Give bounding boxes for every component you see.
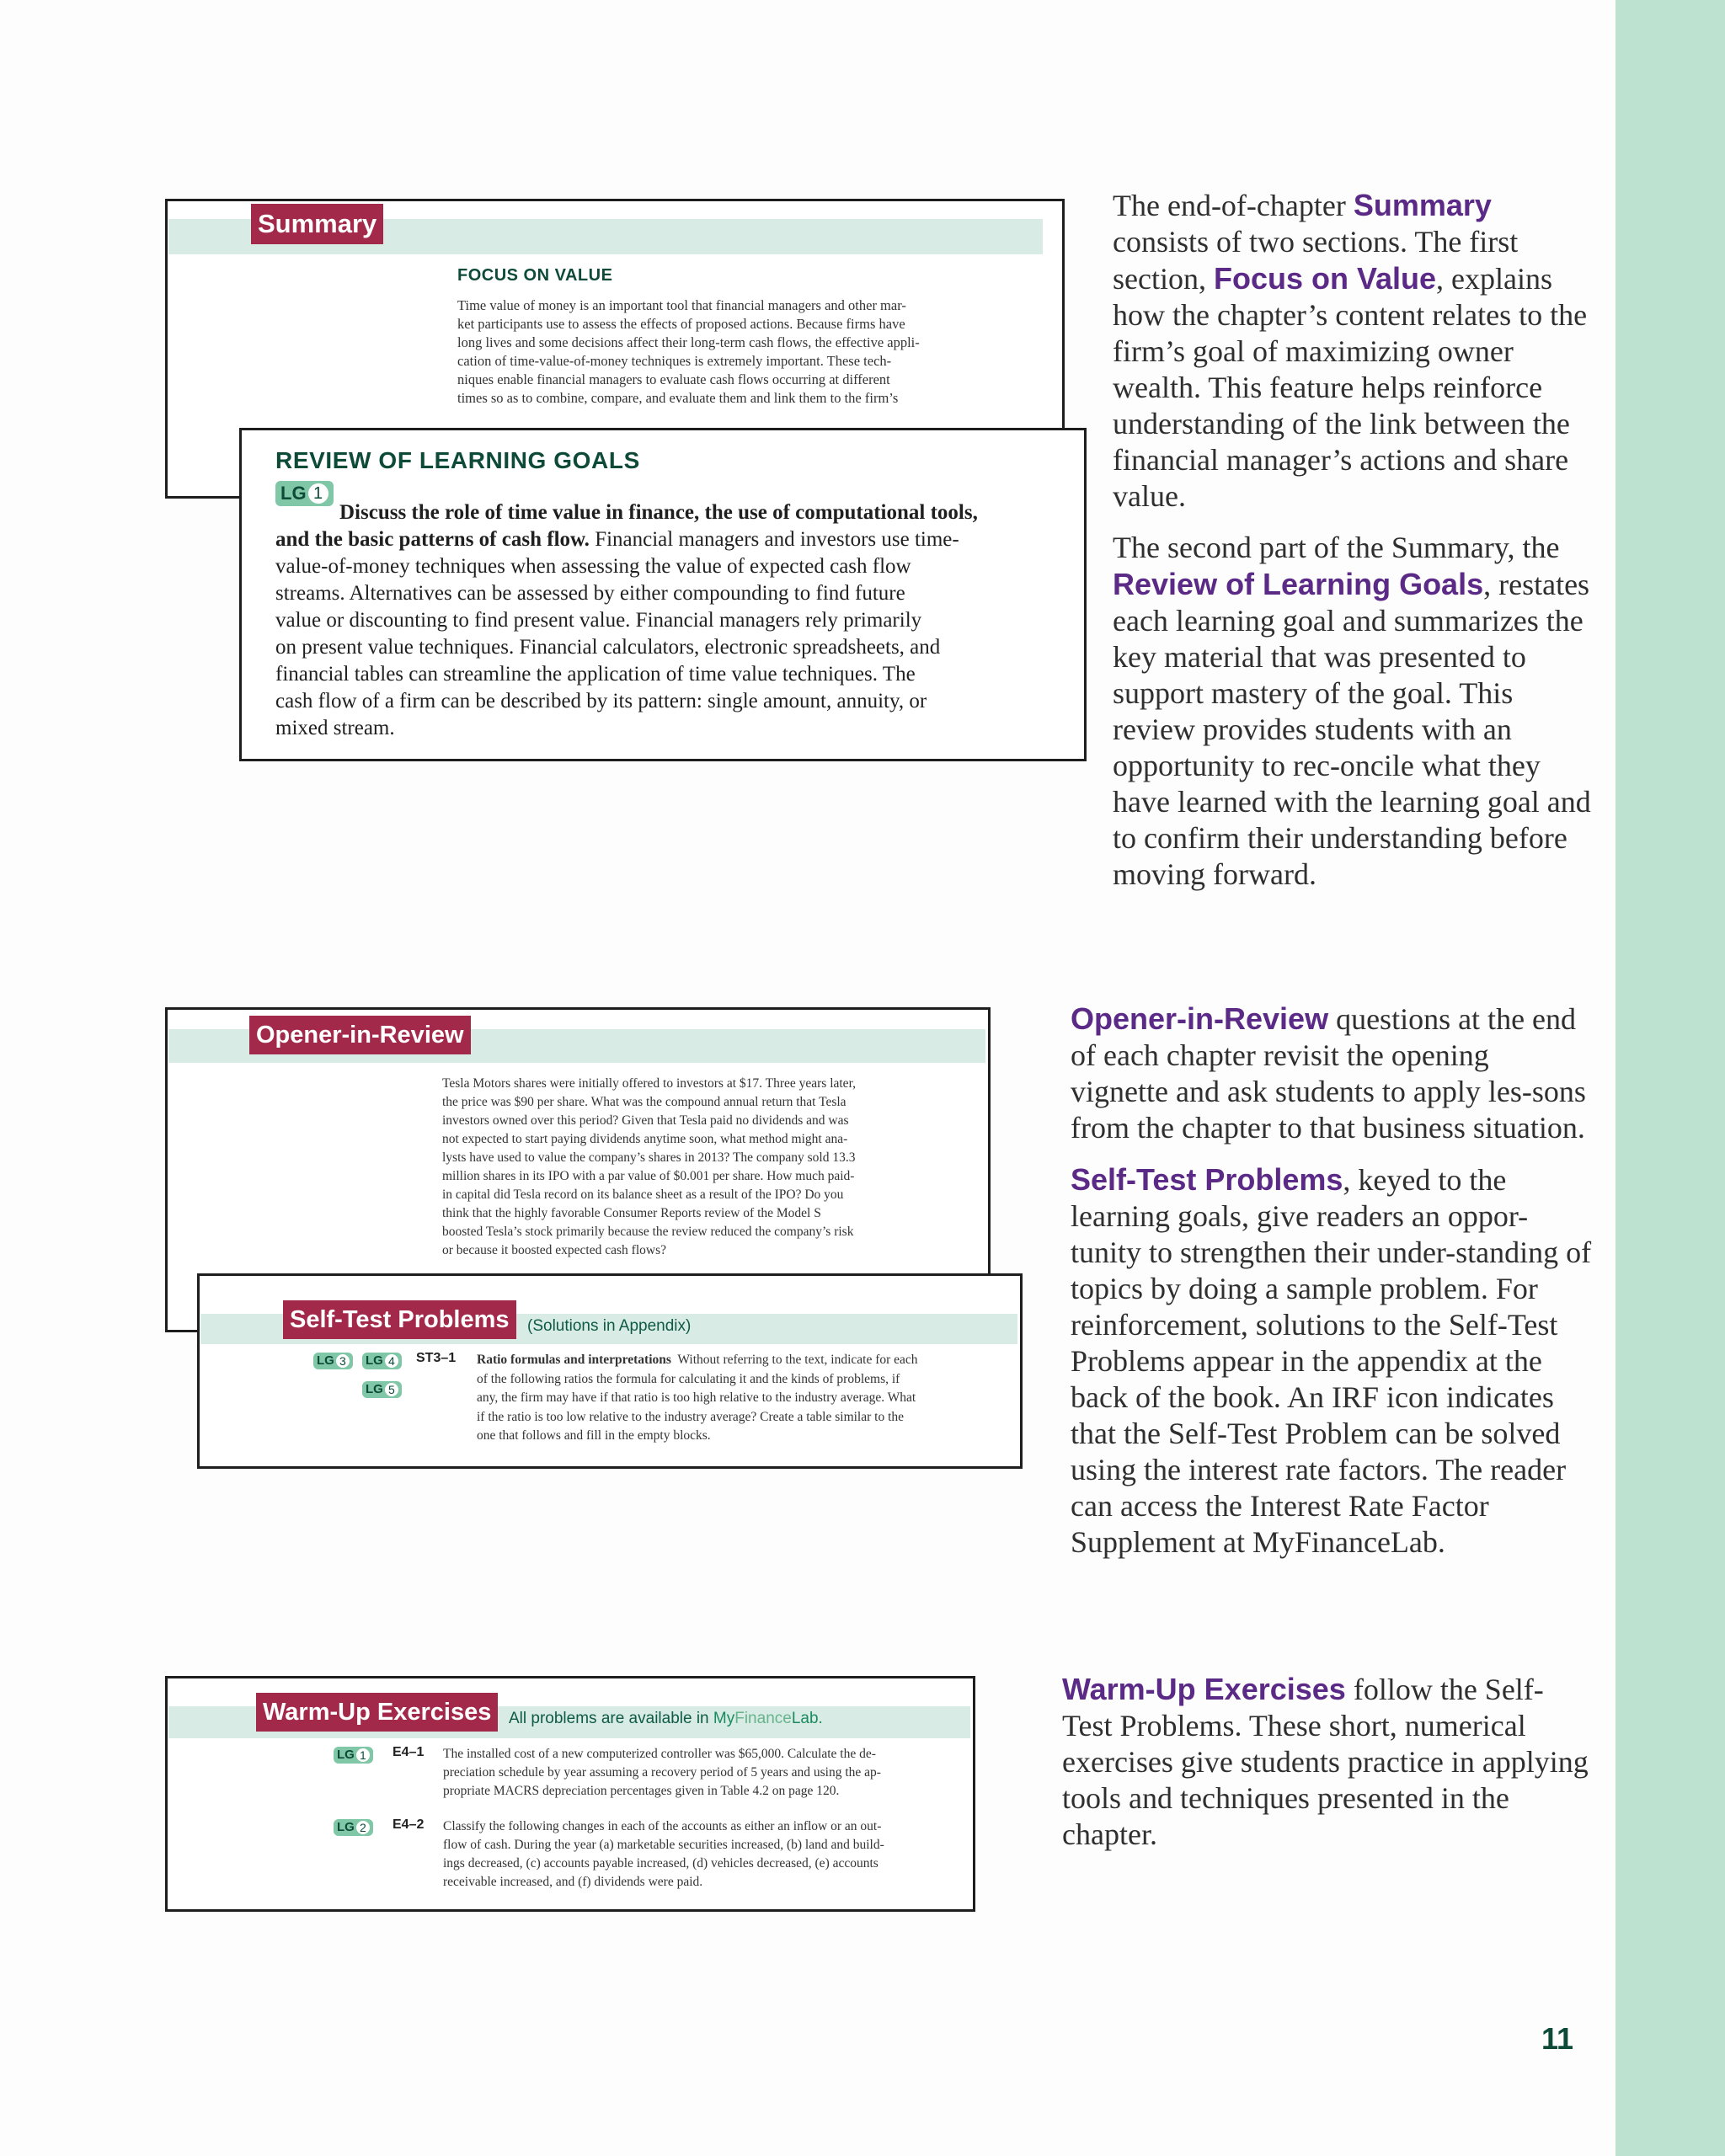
page-number: 11: [1541, 2021, 1574, 2056]
review-text: value-of-money techniques when assessing the value of expected cash flow streams. Alternatives can be assessed by either compounding to find future value or discounting to find present value. Financial managers rely primarily on present value techniques. Financial calculators, electronic spreadsheets, and financial tables can streamline the application of time value techniques. The cash flow of a firm can be described by its pattern: single amount, annuity, or mixed stream.: [275, 555, 941, 739]
self-test-problem-id: ST3–1: [416, 1351, 457, 1365]
warm-up-tag: Warm-Up Exercises: [256, 1693, 498, 1732]
summary-tag: Summary: [251, 204, 383, 244]
self-test-problem-text: Ratio formulas and interpretations Without referring to the text, indicate for each of the following ratios the formula for calculating it and the kinds of problems, if any, the firm may have if that ratio is too high relative to the industry average. What if the ratio is too low relative to the industry average? Create a table similar to the one that follows and fill in the empty blocks.: [477, 1353, 918, 1443]
focus-on-value-text: Time value of money is an important tool that financial managers and other mar- ket participants use to assess the effects of proposed actions. Because firms have long lives and some decisions affect their long-term cash flows, the effective appli- cation of time-value-of-money techniques is extremely important. These tech- niques enable financial managers to evaluate cash flows occurring at different times so as to combine, compare, and evaluate them and link them to the firm’s: [457, 297, 920, 406]
lg-badge-5: LG 5: [362, 1381, 402, 1398]
summary-description: The end-of-chapter Summary consists of two sections. The first section, Focus on Value, explains how the chapter’s content relates to the firm’s goal of maximizing owner wealth. This feature helps reinforce understanding of the link between the financial manager’s actions and share value. The second part of the Summary, the Review of Learning Goals, restates each learning goal and summarizes the key material that was presented to support mastery of the goal. This review provides students with an opportunity to rec-oncile what they have learned with the learning goal and to confirm their understanding before moving forward.: [1113, 188, 1591, 891]
review-heading: REVIEW OF LEARNING GOALS: [275, 447, 640, 473]
self-test-note: (Solutions in Appendix): [527, 1317, 692, 1335]
review-goal-title-cont: and the basic patterns of cash flow.: [275, 528, 590, 551]
warm-up-note: All problems are available in MyFinanceLab.: [509, 1710, 823, 1727]
exercise-text-2: Classify the following changes in each of the accounts as either an inflow or an out- flow of cash. During the year (a) marketable securities increased, (b) land and build- ings decreased, (c) accounts payable increased, (d) vehicles decreased, (e) accounts receivable increased, and (f) dividends were paid.: [443, 1819, 884, 1889]
exercise-text-1: The installed cost of a new computerized controller was $65,000. Calculate the de- preciation schedule by year assuming a recovery period of 5 years and using the ap- propriate MACRS depreciation percentages given in Table 4.2 on page 120.: [443, 1747, 881, 1798]
lg-badge-1: LG 1: [334, 1747, 373, 1764]
self-test-tag: Self-Test Problems: [283, 1300, 516, 1339]
lg-badge: LG 1: [275, 481, 334, 506]
lg-badge-3: LG 3: [313, 1353, 353, 1369]
warm-up-description: Warm-Up Exercises follow the Self-Test Problems. These short, numerical exercises give students practice in applying tools and techniques presented in the chapter.: [1062, 1672, 1589, 1851]
exercise-id-1: E4–1: [393, 1745, 425, 1759]
opener-description: Opener-in-Review questions at the end of each chapter revisit the opening vignette and ask students to apply les-sons from the chapter to that business situation. Self-Test Problems, keyed to the learning goals, give readers an oppor-tunity to strengthen their under-standing of topics by doing a sample problem. For reinforcement, solutions to the Self-Test Problems appear in the appendix at the back of the book. An IRF icon indicates that the Self-Test Problem can be solved using the interest rate factors. The reader can access the Interest Rate Factor Supplement at MyFinanceLab.: [1071, 1001, 1592, 1559]
lg-badge-2: LG 2: [334, 1819, 373, 1836]
opener-text: Tesla Motors shares were initially offered to investors at $17. Three years later, the price was $90 per share. What was the compound annual return that Tesla investors owned over this period? Given that Tesla paid no dividends and was not expected to start paying dividends anytime soon, what method might ana- lysts have used to value the company’s shares in 2013? The company sold 13.3 million shares in its IPO with a par value of $0.001 per share. How much paid- in capital did Tesla record on its balance sheet as a result of the IPO? Do you think that the highly favorable Consumer Reports review of the Model S boosted Tesla’s stock primarily because the review reduced the company’s risk or because it boosted expected cash flows?: [442, 1076, 856, 1257]
lg-badge-4: LG 4: [362, 1353, 402, 1369]
opener-tag: Opener-in-Review: [249, 1016, 471, 1054]
exercise-id-2: E4–2: [393, 1817, 425, 1832]
focus-on-value-heading: FOCUS ON VALUE: [457, 266, 613, 285]
side-color-strip: [1616, 0, 1725, 2156]
review-of-learning-goals-panel: REVIEW OF LEARNING GOALS LG 1 Discuss the role of time value in finance, the use of computational tools, and the basic patterns of cash flow. Financial managers and investors use time- value-of-money techniques when assessing the value of expected cash flow streams. Alternatives can be assessed by either compounding to find future value or discounting to find present value. Financial managers rely primarily on present value techniques. Financial calculators, electronic spreadsheets, and financial tables can streamline the application of time value techniques. The cash flow of a firm can be described by its pattern: single amount, annuity, or mixed stream.: [239, 428, 1087, 761]
review-goal-title: Discuss the role of time value in finance, the use of computational tools,: [339, 501, 978, 524]
